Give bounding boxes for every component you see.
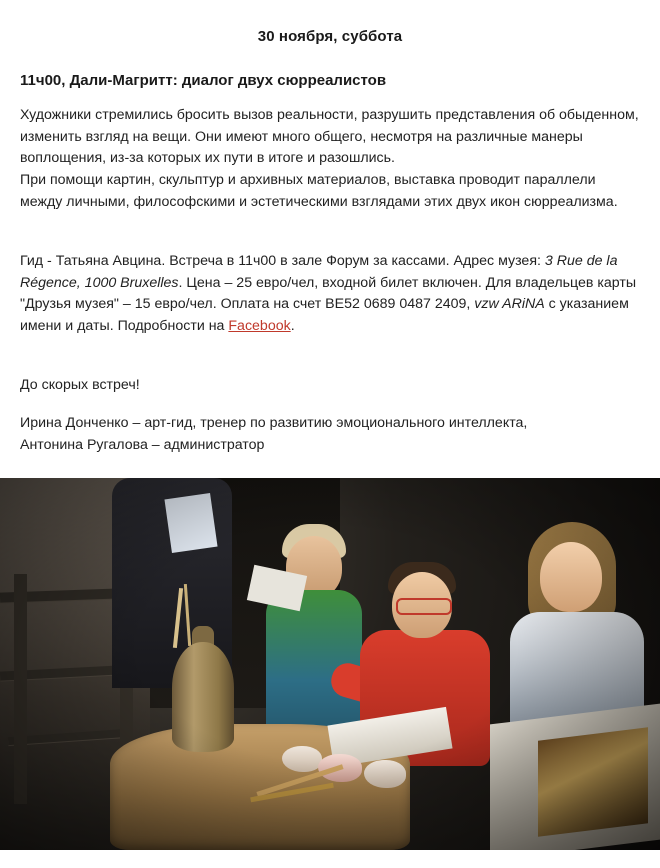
details-part-1: Гид - Татьяна Авцина. Встреча в 11ч00 в зале Форум за кассами. Адрес музея: (20, 253, 545, 270)
spacer-3 (20, 397, 640, 413)
photo-paper-1 (164, 493, 217, 553)
paragraph-details (20, 251, 640, 337)
museum-address: 3 Rue de la Régence, 1000 Bruxelles (20, 253, 618, 291)
photo-clay-vase (172, 642, 234, 752)
event-title: 11ч00, Дали-Магритт: диалог двух сюрреалистов (20, 72, 387, 89)
account-holder: vzw ARiNA (474, 296, 545, 313)
spacer-2 (20, 337, 640, 375)
date-heading: 30 ноября, суббота (257, 28, 403, 45)
details-part-4: . (290, 317, 295, 334)
signature-line-1: Ирина Донченко – арт-гид, тренер по развитию эмоционального интеллекта, (20, 415, 528, 432)
details-part-3: с указанием имени и даты. Подробности на (20, 296, 629, 334)
spacer (20, 213, 640, 251)
photo-post-1 (14, 574, 27, 804)
photo-icon-artwork (538, 727, 648, 837)
closing-line: До скорых встреч! (20, 377, 140, 394)
photo-child-2-glasses (396, 598, 452, 615)
photo-stone-3 (364, 760, 406, 788)
facebook-link[interactable]: Facebook (228, 317, 291, 334)
paragraph-description-1: Художники стремились бросить вызов реальности, разрушить представления об обыденном, изменить взгляд на вещи. Они имеют много общего, несмотря на различные манеры воплощения, из-за которых их пути в итоге и разошлись. (20, 107, 639, 167)
museum-photo (0, 478, 660, 850)
paragraph-description-2: При помощи картин, скульптур и архивных материалов, выставка проводит параллели между личными, философскими и эстетическими взглядами этих двух икон сюрреализма. (20, 171, 618, 210)
photo-child-3-head (540, 542, 602, 612)
details-part-2: . Цена – 25 евро/чел, входной билет включен. Для владельцев карты "Друзья музея" – 15 евро/чел. Оплата на счет BE52 0689 0487 2409, (20, 274, 637, 313)
photo-stone-1 (282, 746, 322, 772)
signature-line-2: Антонина Ругалова – администратор (20, 436, 265, 453)
